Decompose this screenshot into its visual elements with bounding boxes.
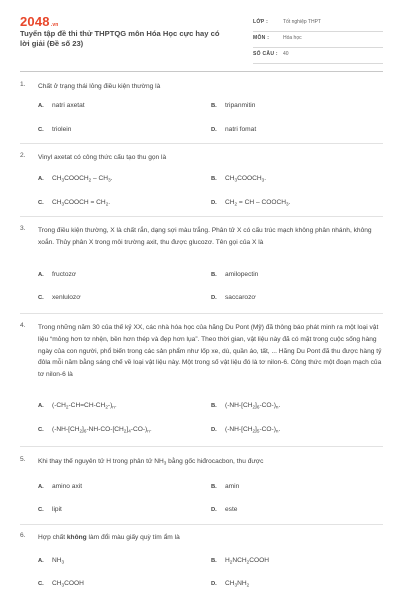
- question-text: Trong những năm 30 của thế kỷ XX, các nhà hóa học của hãng Du Pont (Mỹ) đã thông báo phát minh ra một loại vật liệu “mỏng hơn tơ nhện, bền hơn thép và đẹp hơn lụa”. Theo thời gian, vật liệu này đã có mặt trong cuộc sống hàng ngày của con người, phổ biến trong các sản phẩm như lốp xe, dù, quần áo, tất, ... Hãng Du Pont đã thu được hàng tỷ đôla mỗi năm bằng sáng chế về loại vật liệu này. Một trong số vật liệu đó là tơ nilon-6. Công thức một đoạn mạch của tơ nilon-6 là: [38, 324, 382, 379]
- meta-key: SỐ CÂU :: [253, 51, 278, 57]
- meta-key: LỚP :: [253, 19, 269, 25]
- option-d[interactable]: [211, 199, 290, 206]
- option-letter: D.: [211, 200, 217, 206]
- option-text: $(-NH-[CH_2]_5-CO-)_n$.: [225, 426, 281, 434]
- option-letter: C.: [38, 295, 44, 301]
- question-number: 3.: [20, 225, 26, 232]
- option-b[interactable]: [211, 402, 280, 409]
- option-text: $(-NH-[CH_2]_6-NH-CO-[CH_2]_4-CO-)_n$.: [52, 426, 152, 434]
- option-d[interactable]: [211, 506, 237, 513]
- meta-value: 40: [283, 51, 289, 57]
- option-text: $H_2NCH_2COOH$: [225, 557, 269, 565]
- option-d[interactable]: [211, 294, 256, 301]
- document-title: Tuyển tập đề thi thử THPTQG môn Hóa Học cực hay có lời giải (Đề số 23): [20, 29, 220, 48]
- header-divider: [20, 71, 383, 72]
- meta-value: Hóa học: [283, 35, 302, 41]
- question-separator: [20, 143, 383, 144]
- option-letter: A.: [38, 484, 44, 490]
- question-number: 4.: [20, 322, 26, 329]
- option-b[interactable]: [211, 557, 269, 564]
- option-text: amino axit: [52, 483, 83, 490]
- option-letter: C.: [38, 507, 44, 513]
- option-letter: B.: [211, 484, 217, 490]
- option-a[interactable]: [38, 175, 112, 182]
- meta-row-question-count: [253, 48, 383, 64]
- option-text: $(-CH_2-CH=CH-CH_2-)_n$.: [52, 402, 117, 410]
- site-logo[interactable]: [20, 14, 59, 29]
- question-text: Chất ở trạng thái lỏng điều kiện thường là: [38, 83, 161, 90]
- option-letter: D.: [211, 581, 217, 587]
- option-text: amilopectin: [225, 271, 259, 278]
- meta-row-subject: [253, 32, 383, 48]
- option-b[interactable]: [211, 483, 239, 490]
- exam-meta-table: [253, 16, 383, 64]
- option-text: $(-NH-[CH_2]_6-CO-)_n$.: [225, 402, 281, 410]
- option-letter: A.: [38, 272, 44, 278]
- option-text: $CH_3COOCH = CH_2$.: [52, 199, 111, 207]
- option-a[interactable]: [38, 483, 82, 490]
- option-a[interactable]: [38, 102, 85, 109]
- option-letter: A.: [38, 403, 44, 409]
- option-c[interactable]: [38, 199, 110, 206]
- question-separator: [20, 313, 383, 314]
- option-c[interactable]: [38, 580, 84, 587]
- option-letter: A.: [38, 558, 44, 564]
- question-text: Vinyl axetat có công thức cấu tạo thu gọn là: [38, 154, 167, 161]
- option-b[interactable]: [211, 102, 255, 109]
- option-text: saccarozơ: [225, 294, 256, 301]
- option-c[interactable]: [38, 294, 81, 301]
- option-text: este: [225, 506, 238, 513]
- question-separator: [20, 446, 383, 447]
- option-c[interactable]: [38, 426, 152, 433]
- option-text: natri fomat: [225, 126, 257, 133]
- option-d[interactable]: [211, 126, 256, 133]
- option-b[interactable]: [211, 271, 258, 278]
- question-text: Trong điều kiện thường, X là chất rắn, dạng sợi màu trắng. Phân tử X có cấu trúc mạch không phân nhánh, không xoắn. Thủy phân X trong môi trường axit, thu được glucozơ. Tên gọi của X là: [38, 227, 372, 246]
- logo-sub: .vn: [50, 22, 59, 28]
- option-a[interactable]: [38, 557, 64, 564]
- option-text: tripanmitin: [225, 102, 256, 109]
- question-text: Khi thay thế nguyên tử H trong phân tử $NH_3$ bằng gốc hiđrocacbon, thu được: [38, 458, 264, 466]
- question-number: 5.: [20, 456, 26, 463]
- meta-key: MÔN :: [253, 35, 270, 41]
- option-text: natri axetat: [52, 102, 85, 109]
- option-b[interactable]: [211, 175, 266, 182]
- question-separator: [20, 524, 383, 525]
- option-text: xenlulozơ: [52, 294, 81, 301]
- option-text: lipit: [52, 506, 62, 513]
- option-text: $CH_3COOCH_2 - CH_3$.: [52, 175, 113, 183]
- option-text: $CH_3NH_2$: [225, 580, 250, 588]
- option-letter: A.: [38, 103, 44, 109]
- option-letter: D.: [211, 295, 217, 301]
- option-d[interactable]: [211, 426, 280, 433]
- option-letter: B.: [211, 176, 217, 182]
- option-text: $NH_3$: [52, 557, 65, 565]
- option-c[interactable]: [38, 126, 71, 133]
- question-number: 1.: [20, 81, 26, 88]
- option-text: amin: [225, 483, 240, 490]
- option-a[interactable]: [38, 271, 76, 278]
- option-letter: B.: [211, 558, 217, 564]
- option-text: triolein: [52, 126, 72, 133]
- option-letter: B.: [211, 272, 217, 278]
- option-letter: C.: [38, 127, 44, 133]
- option-text: $CH_3COOH$: [52, 580, 84, 588]
- option-letter: C.: [38, 581, 44, 587]
- option-letter: D.: [211, 427, 217, 433]
- question-number: 2.: [20, 152, 26, 159]
- option-letter: B.: [211, 403, 217, 409]
- option-letter: C.: [38, 427, 44, 433]
- option-letter: D.: [211, 507, 217, 513]
- question-separator: [20, 216, 383, 217]
- option-c[interactable]: [38, 506, 62, 513]
- question-text: Hợp chất không làm đổi màu giấy quỳ tím ẩm là: [38, 534, 180, 541]
- document-header: [0, 0, 400, 66]
- meta-value: Tốt nghiệp THPT: [283, 19, 321, 25]
- option-text: $CH_2$ = CH – $COOCH_3$.: [225, 199, 291, 207]
- option-text: fructozơ: [52, 271, 77, 278]
- meta-row-class: [253, 16, 383, 32]
- option-letter: A.: [38, 176, 44, 182]
- logo-main: 2048: [20, 14, 50, 29]
- option-letter: D.: [211, 127, 217, 133]
- question-number: 6.: [20, 532, 26, 539]
- option-d[interactable]: [211, 580, 249, 587]
- option-a[interactable]: [38, 402, 117, 409]
- option-letter: C.: [38, 200, 44, 206]
- option-text: $CH_3COOCH_3$.: [225, 175, 267, 183]
- option-letter: B.: [211, 103, 217, 109]
